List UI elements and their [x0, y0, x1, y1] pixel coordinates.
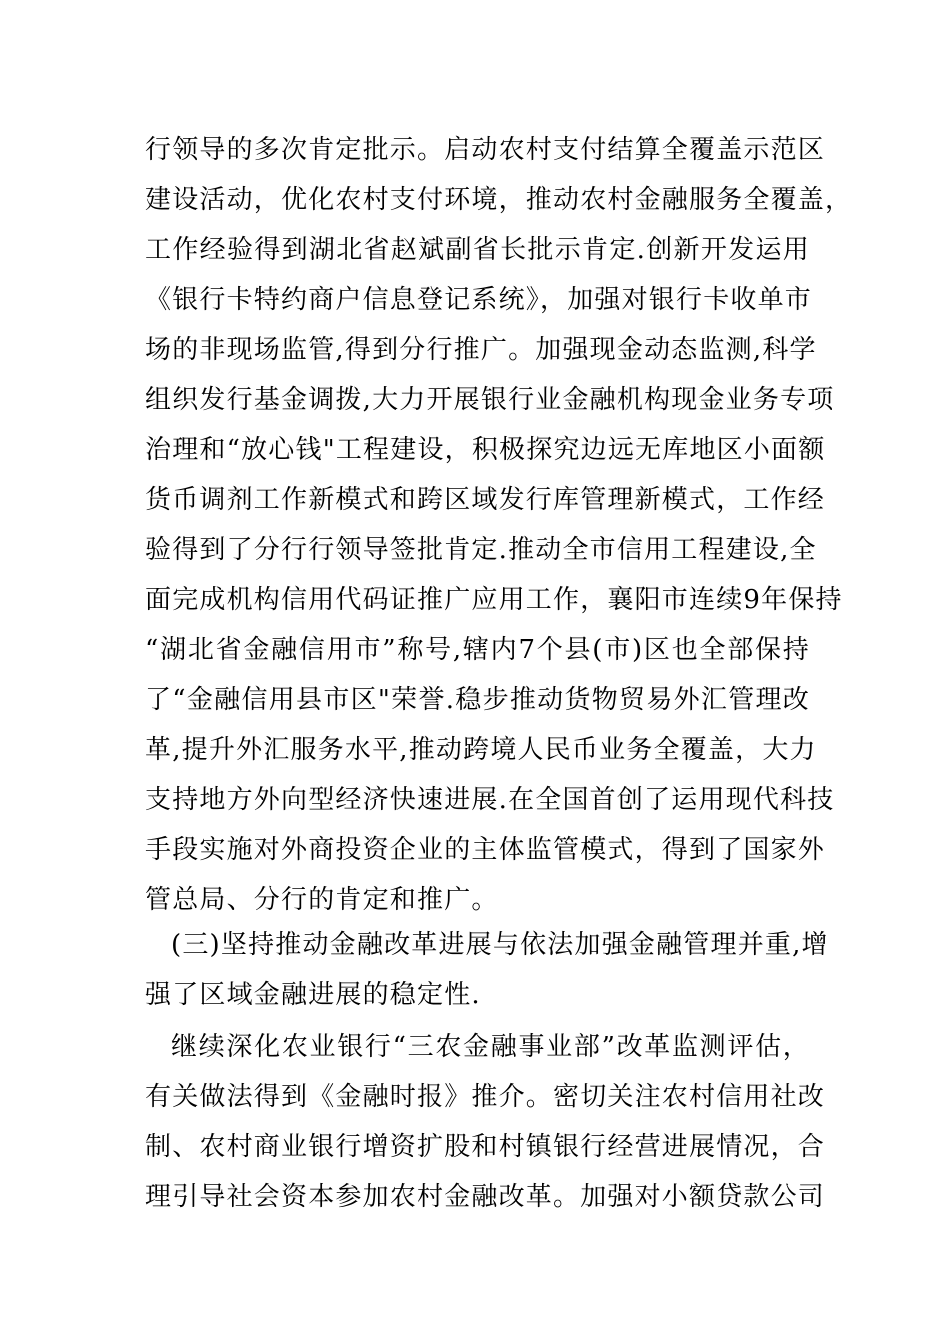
text-line: 制、农村商业银行增资扩股和村镇银行经营进展情况，合	[145, 1132, 826, 1162]
text-line: 《银行卡特约商户信息登记系统》，加强对银行卡收单市	[145, 285, 813, 315]
text-line: 治理和“放心钱"工程建设，积极探究边远无库地区小面额	[145, 435, 826, 465]
text-line: 验得到了分行行领导签批肯定.推动全市信用工程建设,全	[145, 535, 817, 565]
text-line: 组织发行基金调拨,大力开展银行业金融机构现金业务专项	[145, 385, 835, 415]
text-line: 继续深化农业银行“三农金融事业部”改革监测评估，	[171, 1032, 810, 1062]
heading-line: (三)坚持推动金融改革进展与依法加强金融管理并重,增	[171, 930, 829, 960]
text-line: 了“金融信用县市区"荣誉.稳步推动货物贸易外汇管理改	[145, 685, 810, 715]
text-line: 场的非现场监管,得到分行推广。加强现金动态监测,科学	[145, 335, 817, 365]
text-line: 支持地方外向型经济快速进展.在全国首创了运用现代科技	[145, 785, 835, 815]
text-line: 有关做法得到《金融时报》推介。密切关注农村信用社改	[145, 1082, 826, 1112]
text-line: 革,提升外汇服务水平,推动跨境人民币业务全覆盖，大力	[145, 735, 817, 765]
text-line: 管总局、分行的肯定和推广。	[145, 885, 499, 915]
text-line: “湖北省金融信用市”称号,辖内7个县(市)区也全部保持	[145, 635, 810, 665]
text-line: 理引导社会资本参加农村金融改革。加强对小额贷款公司	[145, 1182, 826, 1212]
text-line: 建设活动，优化农村支付环境，推动农村金融服务全覆盖，	[145, 185, 853, 215]
text-line: 工作经验得到湖北省赵斌副省长批示肯定.创新开发运用	[145, 235, 810, 265]
text-line: 手段实施对外商投资企业的主体监管模式，得到了国家外	[145, 835, 826, 865]
text-line: 货币调剂工作新模式和跨区域发行库管理新模式，工作经	[145, 485, 826, 515]
heading-line: 强了区域金融进展的稳定性.	[145, 980, 481, 1010]
text-line: 面完成机构信用代码证推广应用工作，襄阳市连续9年保持	[145, 585, 843, 615]
text-line: 行领导的多次肯定批示。启动农村支付结算全覆盖示范区	[145, 135, 826, 165]
